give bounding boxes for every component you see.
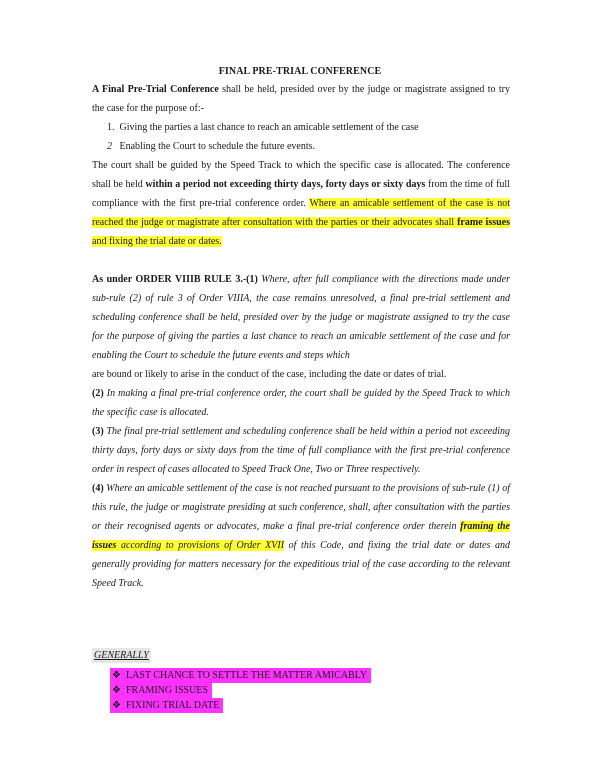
- purpose-list: [107, 118, 507, 156]
- speed-track-period: within a period not exceeding thirty days, forty days or sixty days: [145, 179, 426, 190]
- rule-number: (2): [92, 388, 104, 399]
- summary-item: [110, 698, 223, 713]
- diamond-bullet-icon: ❖: [112, 670, 121, 681]
- purpose-number: 1.: [107, 122, 115, 133]
- intro-bold-lead: A Final Pre-Trial Conference: [92, 84, 219, 95]
- order-rule-1: [92, 270, 510, 365]
- order-rule-1-text: Where, after full compliance with the directions made under sub-rule (2) of rule 3 of Order VIIIA, the case remains unresolved, a final pre-trial settlement and scheduling conference shall be held, presided over by the judge or magistrate assigned to try the case for the purpose of giving the parties a last chance to reach an amicable settlement of the case and for enabling the Court to schedule the future events and steps which: [92, 274, 510, 361]
- intro-text: shall be held, presided over by the judge or magistrate assigned to try the case for the purpose of:-: [92, 84, 511, 114]
- summary-text: FIXING TRIAL DATE: [126, 700, 220, 711]
- order-rule-1-cont: are bound or likely to arise in the conduct of the case, including the date or dates of trial.: [92, 369, 447, 380]
- purpose-text: Enabling the Court to schedule the future events.: [119, 141, 316, 152]
- highlighted-text: according to provisions of Order XVII: [116, 540, 285, 551]
- summary-text: FRAMING ISSUES: [126, 685, 208, 696]
- diamond-bullet-icon: ❖: [112, 685, 121, 696]
- highlighted-text: Where an amicable settlement of the case is not reached the judge or magistrate after consultation with the parties or their advocates shall: [92, 198, 510, 228]
- page-title: FINAL PRE-TRIAL CONFERENCE: [218, 66, 382, 77]
- speed-track-text: The court shall be guided by the Speed Track to which the specific case is allocated. The conference shall be held: [92, 160, 510, 190]
- summary-item: [110, 668, 371, 683]
- order-rule-2: [92, 384, 510, 422]
- generally-heading: GENERALLY: [94, 650, 149, 661]
- order-rule-4: [92, 479, 510, 593]
- rule-number: (4): [92, 483, 104, 494]
- highlighted-text-2: and fixing the trial date or dates.: [92, 236, 222, 247]
- order-paragraph: [92, 270, 510, 593]
- purpose-item: [107, 137, 507, 156]
- purpose-text: Giving the parties a last chance to reach an amicable settlement of the case: [119, 122, 419, 133]
- speed-track-text-2: from the time of full compliance with the first pre-trial conference order.: [92, 179, 510, 209]
- order-rule-3: [92, 422, 510, 479]
- highlighted-bold-text: frame issues: [457, 217, 510, 228]
- order-rule-3-text: The final pre-trial settlement and scheduling conference shall be held within a period not exceeding thirty days, forty days or sixty days from the time of full compliance with the first pre-trial conference order in respect of cases allocated to Speed Track One, Two or Three respectively.: [92, 426, 510, 475]
- purpose-number: 2: [107, 141, 112, 152]
- summary-list: [110, 668, 371, 713]
- purpose-item: [107, 118, 507, 137]
- order-heading: As under ORDER VIIIB RULE 3.-(1): [92, 274, 258, 285]
- order-rule-2-text: In making a final pre-trial conference order, the court shall be guided by the Speed Track to which the specific case is allocated.: [92, 388, 510, 418]
- order-rule-4-text-2: of this Code, and fixing the trial date or dates and generally providing for matters necessary for the expeditious trial of the case according to the relevant Speed Track.: [92, 540, 510, 589]
- order-rule-4-text: Where an amicable settlement of the case is not reached pursuant to the provisions of sub-rule (1) of this rule, the judge or magistrate presiding at such conference, shall, after consultation with the parties or their recognised agents or advocates, make a final pre-trial conference order therein: [92, 483, 510, 532]
- diamond-bullet-icon: ❖: [112, 700, 121, 711]
- summary-text: LAST CHANCE TO SETTLE THE MATTER AMICABLY: [126, 670, 368, 681]
- highlighted-bold-text: framing the issues: [92, 521, 510, 551]
- intro-paragraph: [92, 80, 510, 118]
- rule-number: (3): [92, 426, 104, 437]
- speed-track-paragraph: [92, 156, 510, 251]
- summary-item: [110, 683, 212, 698]
